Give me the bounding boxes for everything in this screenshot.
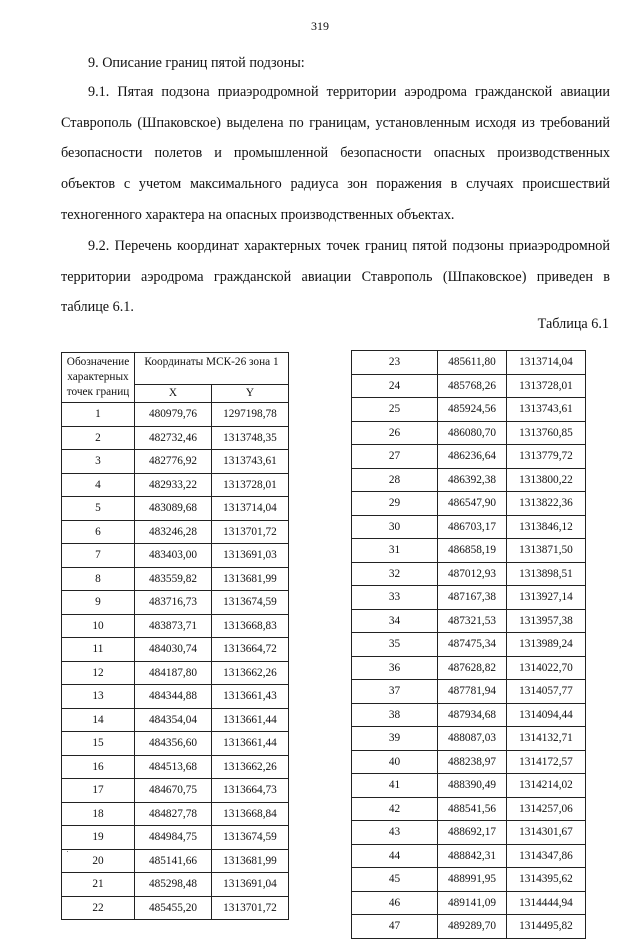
scan-speck — [67, 851, 68, 852]
point-number: 34 — [352, 609, 438, 633]
point-number: 29 — [352, 492, 438, 516]
point-number: 27 — [352, 445, 438, 469]
point-number: 41 — [352, 774, 438, 798]
coord-x: 483246,28 — [135, 520, 212, 544]
coord-x: 486547,90 — [438, 492, 507, 516]
table-row — [62, 638, 289, 662]
table-row — [352, 398, 586, 422]
coord-x: 484827,78 — [135, 802, 212, 826]
coord-x: 489289,70 — [438, 915, 507, 939]
coord-x: 482732,46 — [135, 426, 212, 450]
table-row — [352, 680, 586, 704]
coord-y: 1314132,71 — [507, 727, 586, 751]
coord-y: 1314395,62 — [507, 868, 586, 892]
table-row — [62, 826, 289, 850]
table-row — [352, 351, 586, 375]
coord-y: 1313714,04 — [507, 351, 586, 375]
table-row — [352, 797, 586, 821]
coord-y: 1297198,78 — [212, 403, 289, 427]
coord-y: 1313800,22 — [507, 468, 586, 492]
coord-x: 487781,94 — [438, 680, 507, 704]
point-number: 37 — [352, 680, 438, 704]
point-number: 43 — [352, 821, 438, 845]
coord-y: 1313681,99 — [212, 567, 289, 591]
coord-y: 1313728,01 — [507, 374, 586, 398]
point-number: 14 — [62, 708, 135, 732]
point-number: 28 — [352, 468, 438, 492]
coord-y: 1313661,44 — [212, 708, 289, 732]
coord-x: 484187,80 — [135, 661, 212, 685]
coord-y: 1314444,94 — [507, 891, 586, 915]
table-row — [62, 426, 289, 450]
coord-y: 1313871,50 — [507, 539, 586, 563]
coord-x: 486236,64 — [438, 445, 507, 469]
coord-y: 1314022,70 — [507, 656, 586, 680]
coord-y: 1313691,03 — [212, 544, 289, 568]
paragraph-9-2: 9.2. Перечень координат характерных точек границ пятой подзоны приаэродромной территории аэродрома гражданской авиации Ставрополь (Шпаковское) приведен в таблице 6.1. — [61, 238, 610, 316]
coord-x: 487321,53 — [438, 609, 507, 633]
coord-y: 1313748,35 — [212, 426, 289, 450]
header-point-designation: Обозначение характерных точек границ — [62, 353, 135, 403]
table-row — [352, 539, 586, 563]
table-row — [352, 468, 586, 492]
table-row — [62, 591, 289, 615]
coord-y: 1314094,44 — [507, 703, 586, 727]
table-row — [62, 755, 289, 779]
coord-y: 1313957,38 — [507, 609, 586, 633]
table-row — [62, 685, 289, 709]
coord-x: 484356,60 — [135, 732, 212, 756]
point-number: 16 — [62, 755, 135, 779]
table-row — [352, 844, 586, 868]
table-row — [352, 515, 586, 539]
coord-x: 487012,93 — [438, 562, 507, 586]
table-row — [62, 708, 289, 732]
point-number: 31 — [352, 539, 438, 563]
point-number: 45 — [352, 868, 438, 892]
coord-x: 484354,04 — [135, 708, 212, 732]
coord-y: 1313661,43 — [212, 685, 289, 709]
page-number: 319 — [311, 19, 329, 33]
coord-x: 485141,66 — [135, 849, 212, 873]
point-number: 39 — [352, 727, 438, 751]
table-row — [62, 779, 289, 803]
table-row — [352, 774, 586, 798]
point-number: 5 — [62, 497, 135, 521]
table-row — [62, 450, 289, 474]
table-row — [352, 492, 586, 516]
coord-y: 1313664,73 — [212, 779, 289, 803]
coord-y: 1313674,59 — [212, 826, 289, 850]
table-row — [62, 520, 289, 544]
table-row — [352, 915, 586, 939]
coord-y: 1313691,04 — [212, 873, 289, 897]
coord-y: 1313927,14 — [507, 586, 586, 610]
table-row — [62, 567, 289, 591]
coord-y: 1313668,83 — [212, 614, 289, 638]
coord-x: 488390,49 — [438, 774, 507, 798]
coord-x: 484670,75 — [135, 779, 212, 803]
table-row — [62, 732, 289, 756]
coord-y: 1313701,72 — [212, 520, 289, 544]
section-heading: 9. Описание границ пятой подзоны: — [88, 55, 305, 71]
point-number: 30 — [352, 515, 438, 539]
coord-y: 1313728,01 — [212, 473, 289, 497]
coord-x: 485298,48 — [135, 873, 212, 897]
coord-y: 1313661,44 — [212, 732, 289, 756]
coord-x: 488238,97 — [438, 750, 507, 774]
coord-y: 1313743,61 — [507, 398, 586, 422]
coord-x: 483559,82 — [135, 567, 212, 591]
coord-x: 488087,03 — [438, 727, 507, 751]
table-row — [352, 374, 586, 398]
table-row — [62, 544, 289, 568]
table-body-left — [62, 403, 289, 920]
table-row — [352, 821, 586, 845]
point-number: 8 — [62, 567, 135, 591]
table-row — [352, 445, 586, 469]
coord-y: 1314172,57 — [507, 750, 586, 774]
coord-y: 1314347,86 — [507, 844, 586, 868]
point-number: 42 — [352, 797, 438, 821]
coord-y: 1313664,72 — [212, 638, 289, 662]
coord-x: 487934,68 — [438, 703, 507, 727]
table-row — [352, 656, 586, 680]
table-row — [62, 614, 289, 638]
point-number: 24 — [352, 374, 438, 398]
coord-x: 484030,74 — [135, 638, 212, 662]
coord-y: 1313822,36 — [507, 492, 586, 516]
point-number: 47 — [352, 915, 438, 939]
point-number: 40 — [352, 750, 438, 774]
point-number: 7 — [62, 544, 135, 568]
paragraph-9-1: 9.1. Пятая подзона приаэродромной территории аэродрома гражданской авиации Ставрополь (Шпаковское) выделена по границам, установленным исходя из требований безопасности полетов и промышленной безопасности опасных производственных объектов с учетом максимального радиуса зон поражения в случаях происшествий техногенного характера на опасных производственных объектах. — [61, 84, 610, 223]
coord-x: 488842,31 — [438, 844, 507, 868]
coord-x: 485924,56 — [438, 398, 507, 422]
table-row — [62, 497, 289, 521]
coord-x: 484344,88 — [135, 685, 212, 709]
table-row — [352, 750, 586, 774]
coord-y: 1313743,61 — [212, 450, 289, 474]
table-row — [62, 896, 289, 920]
table-row — [352, 562, 586, 586]
point-number: 1 — [62, 403, 135, 427]
coord-y: 1313779,72 — [507, 445, 586, 469]
point-number: 13 — [62, 685, 135, 709]
point-number: 46 — [352, 891, 438, 915]
table-row — [62, 873, 289, 897]
coord-y: 1313714,04 — [212, 497, 289, 521]
point-number: 35 — [352, 633, 438, 657]
coord-y: 1313662,26 — [212, 661, 289, 685]
coord-x: 483716,73 — [135, 591, 212, 615]
coord-y: 1313701,72 — [212, 896, 289, 920]
coord-x: 483089,68 — [135, 497, 212, 521]
coord-y: 1313681,99 — [212, 849, 289, 873]
coord-y: 1313674,59 — [212, 591, 289, 615]
coord-x: 488692,17 — [438, 821, 507, 845]
table-row — [62, 849, 289, 873]
table-row — [62, 802, 289, 826]
point-number: 20 — [62, 849, 135, 873]
coord-y: 1314257,06 — [507, 797, 586, 821]
point-number: 26 — [352, 421, 438, 445]
point-number: 36 — [352, 656, 438, 680]
point-number: 22 — [62, 896, 135, 920]
coordinates-table-left — [61, 352, 289, 920]
point-number: 25 — [352, 398, 438, 422]
header-coordinates: Координаты МСК-26 зона 1 — [135, 353, 289, 385]
table-row — [352, 586, 586, 610]
coord-x: 485611,80 — [438, 351, 507, 375]
table-caption: Таблица 6.1 — [537, 316, 609, 332]
table-row — [352, 891, 586, 915]
coord-x: 482933,22 — [135, 473, 212, 497]
coord-x: 485768,26 — [438, 374, 507, 398]
table-row — [352, 727, 586, 751]
point-number: 33 — [352, 586, 438, 610]
table-row — [62, 473, 289, 497]
coord-x: 484513,68 — [135, 755, 212, 779]
table-row — [352, 421, 586, 445]
point-number: 9 — [62, 591, 135, 615]
coord-y: 1313668,84 — [212, 802, 289, 826]
coord-y: 1313989,24 — [507, 633, 586, 657]
coord-y: 1314057,77 — [507, 680, 586, 704]
point-number: 38 — [352, 703, 438, 727]
coord-x: 487475,34 — [438, 633, 507, 657]
coord-x: 480979,76 — [135, 403, 212, 427]
table-row — [62, 403, 289, 427]
header-x: X — [135, 384, 212, 402]
point-number: 15 — [62, 732, 135, 756]
coord-x: 486703,17 — [438, 515, 507, 539]
table-row — [352, 868, 586, 892]
coord-y: 1314495,82 — [507, 915, 586, 939]
point-number: 18 — [62, 802, 135, 826]
coord-x: 486392,38 — [438, 468, 507, 492]
coord-x: 489141,09 — [438, 891, 507, 915]
point-number: 2 — [62, 426, 135, 450]
table-row — [352, 703, 586, 727]
point-number: 21 — [62, 873, 135, 897]
point-number: 4 — [62, 473, 135, 497]
coord-x: 485455,20 — [135, 896, 212, 920]
header-y: Y — [212, 384, 289, 402]
point-number: 44 — [352, 844, 438, 868]
coord-x: 488991,95 — [438, 868, 507, 892]
coord-y: 1313898,51 — [507, 562, 586, 586]
point-number: 19 — [62, 826, 135, 850]
point-number: 6 — [62, 520, 135, 544]
coord-y: 1313846,12 — [507, 515, 586, 539]
coord-x: 483873,71 — [135, 614, 212, 638]
table-row — [62, 661, 289, 685]
coord-y: 1313662,26 — [212, 755, 289, 779]
coord-x: 482776,92 — [135, 450, 212, 474]
table-header-row — [62, 353, 289, 385]
coord-x: 486858,19 — [438, 539, 507, 563]
point-number: 17 — [62, 779, 135, 803]
coord-y: 1314214,02 — [507, 774, 586, 798]
table-row — [352, 609, 586, 633]
coord-x: 486080,70 — [438, 421, 507, 445]
coordinates-table-right — [351, 350, 586, 939]
table-row — [352, 633, 586, 657]
coord-x: 487167,38 — [438, 586, 507, 610]
point-number: 32 — [352, 562, 438, 586]
point-number: 11 — [62, 638, 135, 662]
coord-x: 487628,82 — [438, 656, 507, 680]
coord-x: 483403,00 — [135, 544, 212, 568]
point-number: 3 — [62, 450, 135, 474]
point-number: 12 — [62, 661, 135, 685]
point-number: 10 — [62, 614, 135, 638]
coord-y: 1313760,85 — [507, 421, 586, 445]
coord-x: 484984,75 — [135, 826, 212, 850]
coord-x: 488541,56 — [438, 797, 507, 821]
coord-y: 1314301,67 — [507, 821, 586, 845]
table-body-right — [352, 351, 586, 939]
point-number: 23 — [352, 351, 438, 375]
